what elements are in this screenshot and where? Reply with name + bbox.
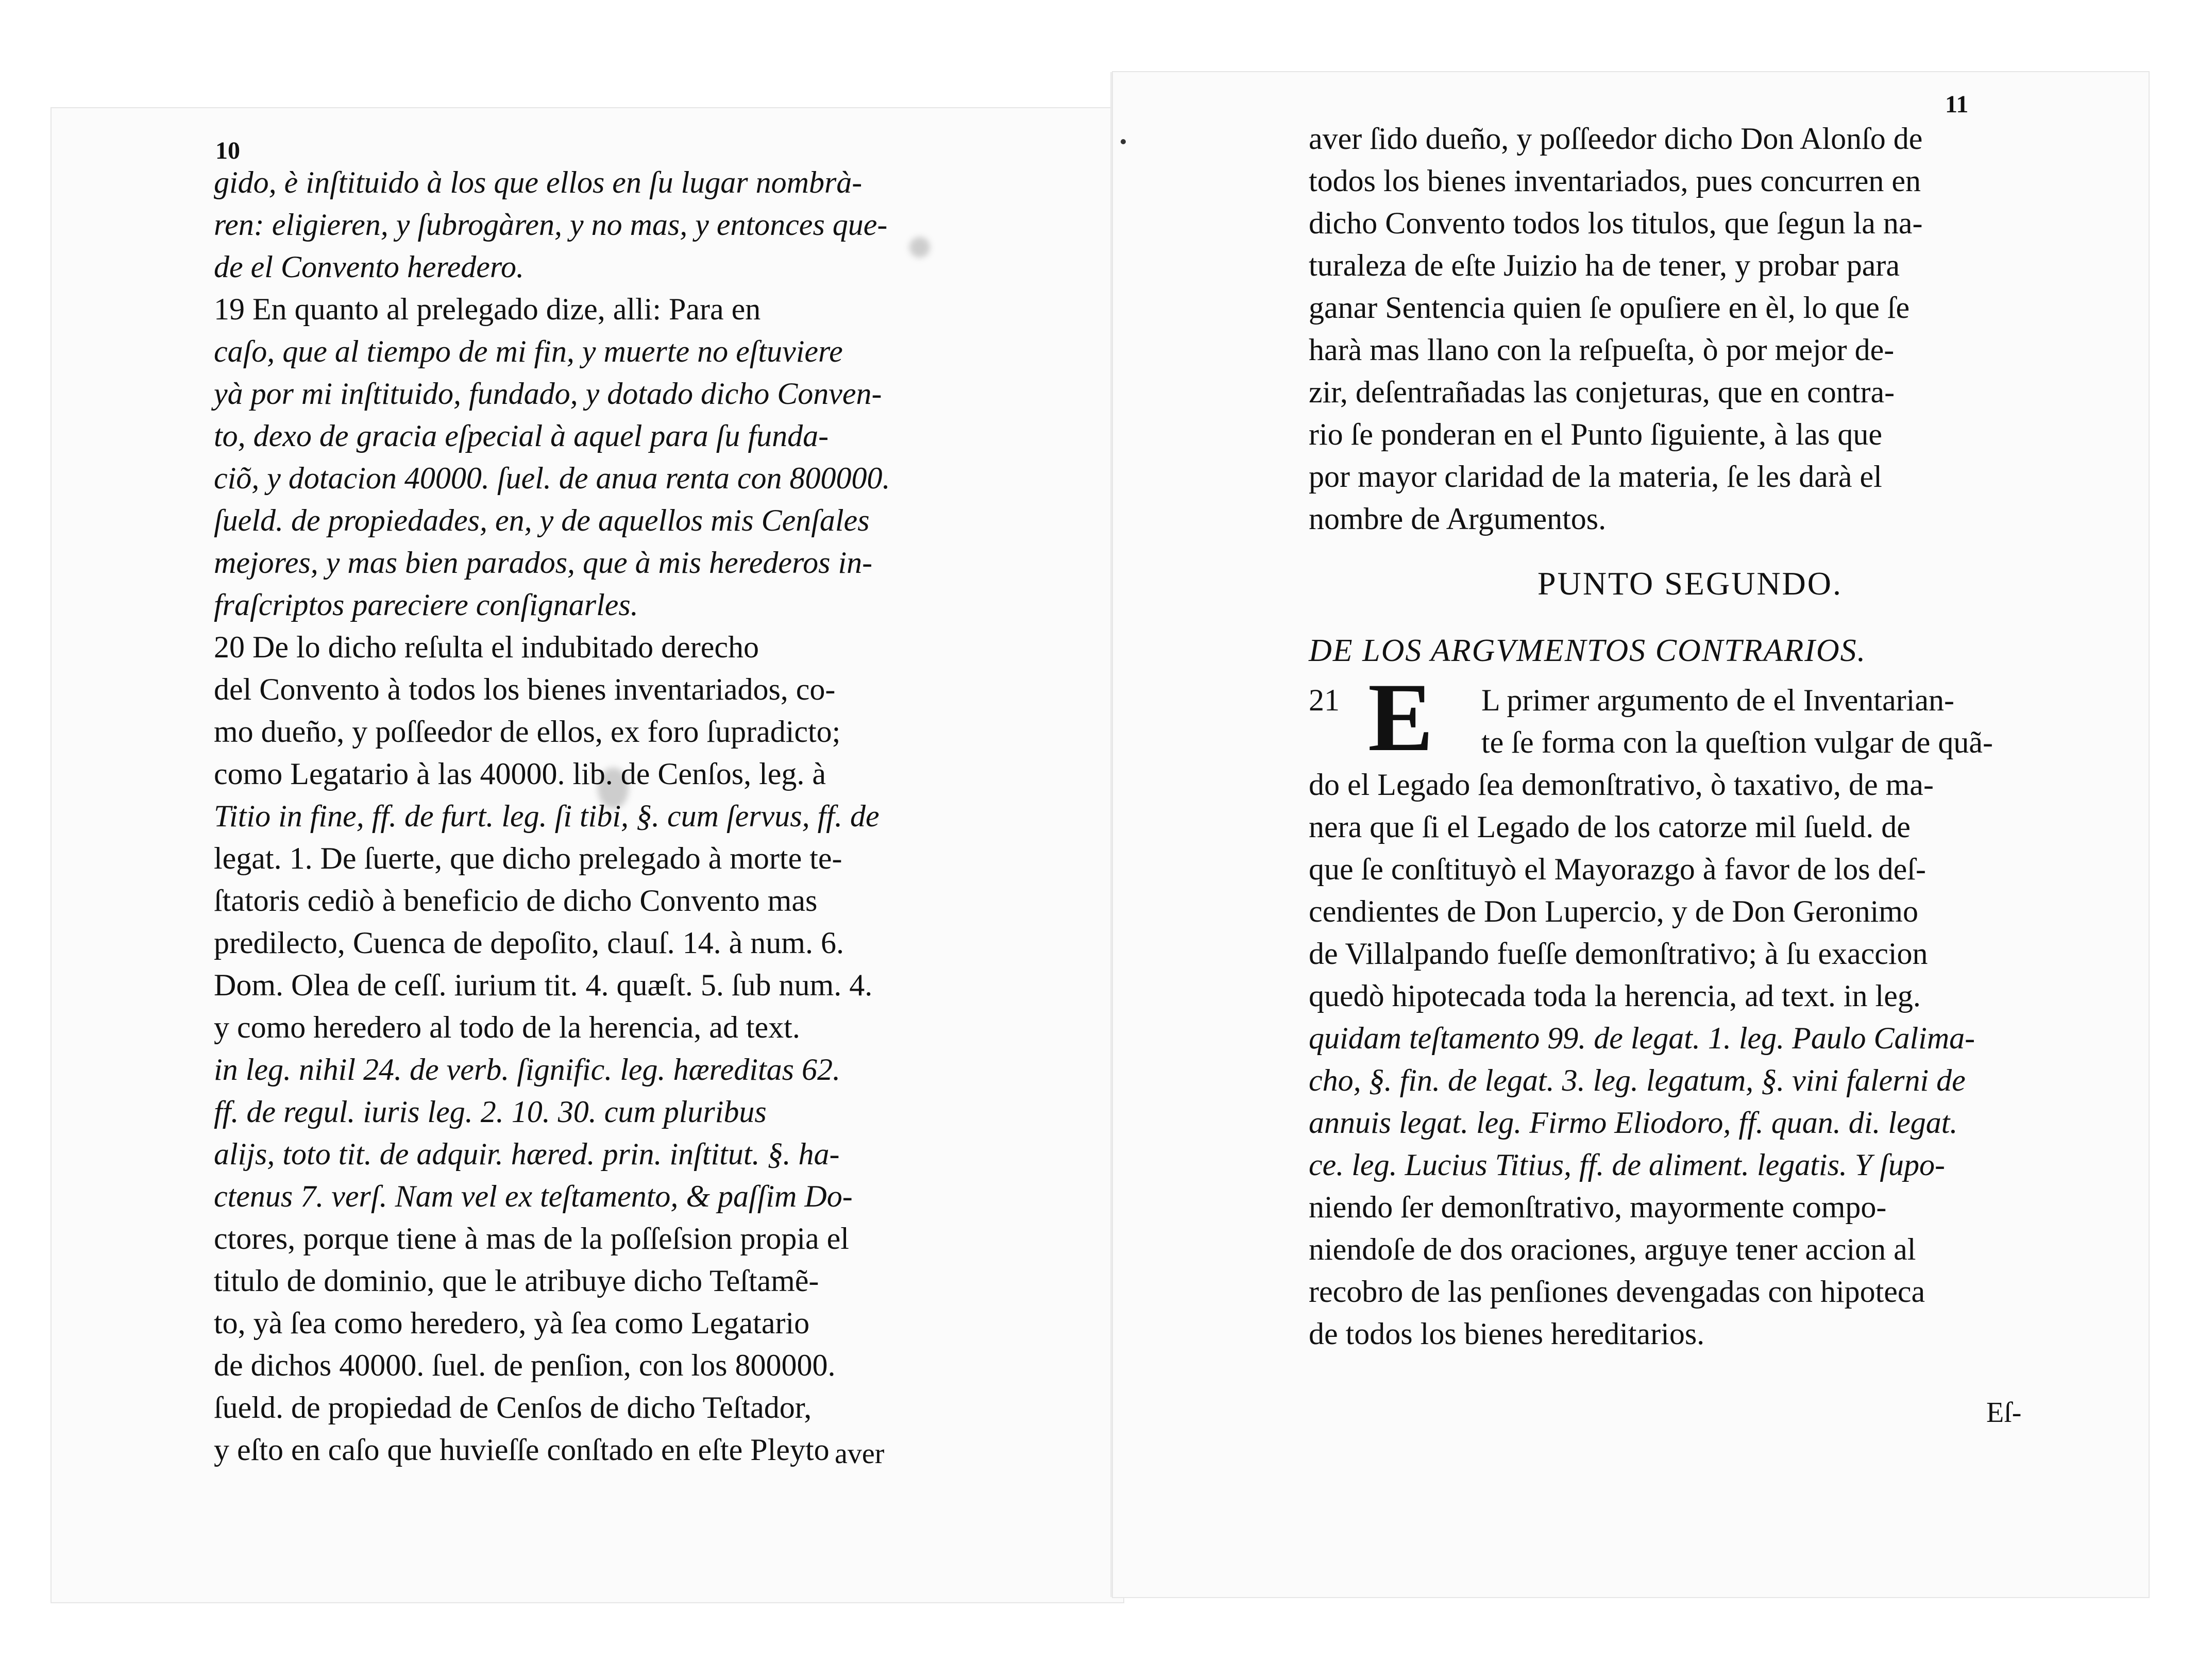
text-line: to, dexo de gracia eſpecial à aquel para ſu funda-: [214, 419, 829, 453]
text-line: turaleza de eſte Juizio ha de tener, y probar para: [1309, 248, 1900, 282]
text-line: nombre de Argumentos.: [1309, 502, 1607, 536]
text-line: legat. 1. De ſuerte, que dicho prelegado à morte te-: [214, 841, 842, 875]
text-line: 20 De lo dicho reſulta el indubitado derecho: [214, 630, 759, 664]
text-line: 19 En quanto al prelegado dize, alli: Para en: [214, 292, 761, 326]
right-catchword: Eſ-: [1986, 1397, 2022, 1429]
section-subheading: DE LOS ARGVMENTOS CONTRARIOS.: [1309, 633, 1867, 668]
text-line: caſo, que al tiempo de mi fin, y muerte no eſtuviere: [214, 334, 843, 368]
text-line: de todos los bienes hereditarios.: [1309, 1317, 1705, 1351]
text-line: titulo de dominio, que le atribuye dicho Teſtamẽ-: [214, 1264, 819, 1298]
text-line: gido, è inſtituido à los que ellos en ſu lugar nombrà-: [214, 165, 863, 199]
text-line: mejores, y mas bien parados, que à mis herederos in-: [214, 546, 873, 580]
text-line: como Legatario à las 40000. lib. de Cenſos, leg. à: [214, 757, 826, 791]
paragraph-number: 21: [1309, 683, 1340, 717]
text-line: ren: eligieren, y ſubrogàren, y no mas, y entonces que-: [214, 208, 888, 242]
text-line: fraſcriptos pareciere conſignarles.: [214, 588, 638, 622]
drop-cap: E: [1368, 664, 1433, 772]
text-line: todos los bienes inventariados, pues concurren en: [1309, 164, 1921, 198]
text-line: cho, §. fin. de legat. 3. leg. legatum, §. vini falerni de: [1309, 1063, 1966, 1097]
left-catchword: aver: [835, 1438, 885, 1470]
text-line: de el Convento heredero.: [214, 250, 525, 284]
text-line: harà mas llano con la reſpueſta, ò por mejor de-: [1309, 333, 1895, 367]
text-line: alijs, toto tit. de adquir. hæred. prin. inſtitut. §. ha-: [214, 1137, 840, 1171]
right-page-number: 11: [1945, 91, 1969, 118]
left-page-text: [214, 161, 997, 1471]
text-line: do el Legado ſea demonſtrativo, ò taxativo, de ma-: [1309, 768, 1934, 802]
text-line: Dom. Olea de ceſſ. iurium tit. 4. quæſt. 5. ſub num. 4.: [214, 968, 873, 1002]
text-line: que ſe conſtituyò el Mayorazgo à favor de los deſ-: [1309, 852, 1926, 886]
ink-smudge: [598, 768, 629, 809]
text-line: niendo ſer demonſtrativo, mayormente compo-: [1309, 1190, 1887, 1224]
text-line: quidam teſtamento 99. de legat. 1. leg. Paulo Calima-: [1309, 1021, 1975, 1055]
text-line: y eſto en caſo que huvieſſe conſtado en eſte Pleyto: [214, 1433, 830, 1467]
text-line: te ſe forma con la queſtion vulgar de quã-: [1481, 725, 1993, 759]
text-line: aver ſido dueño, y poſſeedor dicho Don Alonſo de: [1309, 122, 1923, 156]
speck: [1121, 139, 1126, 144]
text-line: predilecto, Cuenca de depoſito, clauſ. 14. à num. 6.: [214, 926, 844, 960]
text-line: nera que ſi el Legado de los catorze mil ſueld. de: [1309, 810, 1911, 844]
left-page: [52, 108, 1123, 1602]
text-line: Titio in fine, ff. de furt. leg. ſi tibi, §. cum ſervus, ff. de: [214, 799, 880, 833]
text-line: y como heredero al todo de la herencia, ad text.: [214, 1010, 800, 1044]
right-page-text: [1309, 117, 2071, 1355]
right-page: [1113, 72, 2149, 1597]
left-page-number: 10: [215, 137, 240, 164]
text-line: cendientes de Don Lupercio, y de Don Geronimo: [1309, 894, 1918, 928]
text-line: ſtatoris cediò à beneficio de dicho Convento mas: [214, 884, 818, 918]
text-line: in leg. nihil 24. de verb. ſignific. leg. hæreditas 62.: [214, 1053, 840, 1087]
text-line: to, yà ſea como heredero, yà ſea como Legatario: [214, 1306, 810, 1340]
text-line: ganar Sentencia quien ſe opuſiere en èl, lo que ſe: [1309, 291, 1910, 325]
text-line: rio ſe ponderan en el Punto ſiguiente, à las que: [1309, 417, 1883, 451]
text-line: mo dueño, y poſſeedor de ellos, ex foro ſupradicto;: [214, 715, 841, 749]
text-line: quedò hipotecada toda la herencia, ad text. in leg.: [1309, 979, 1921, 1013]
text-line: zir, deſentrañadas las conjeturas, que en contra-: [1309, 375, 1895, 409]
text-line: del Convento à todos los bienes inventariados, co-: [214, 672, 836, 706]
text-line: ſueld. de propiedades, en, y de aquellos mis Cenſales: [214, 503, 870, 537]
text-line: ſueld. de propiedad de Cenſos de dicho Teſtador,: [214, 1390, 812, 1424]
section-heading: PUNTO SEGUNDO.: [1537, 565, 1843, 602]
text-line: ff. de regul. iuris leg. 2. 10. 30. cum pluribus: [214, 1095, 767, 1129]
text-line: ctores, porque tiene à mas de la poſſeſsion propia el: [214, 1221, 849, 1255]
text-line: por mayor claridad de la materia, ſe les darà el: [1309, 460, 1882, 494]
text-line: dicho Convento todos los titulos, que ſegun la na-: [1309, 206, 1923, 240]
text-line: niendoſe de dos oraciones, arguye tener accion al: [1309, 1232, 1916, 1266]
text-line: recobro de las penſiones devengadas con hipoteca: [1309, 1275, 1925, 1309]
text-line: ctenus 7. verſ. Nam vel ex teſtamento, & paſſim Do-: [214, 1179, 853, 1213]
ink-smudge: [909, 237, 930, 258]
text-line: de dichos 40000. ſuel. de penſion, con los 800000.: [214, 1348, 836, 1382]
text-line: annuis legat. leg. Firmo Eliodoro, ff. quan. di. legat.: [1309, 1106, 1958, 1140]
text-line: L primer argumento de el Inventarian-: [1481, 683, 1954, 717]
text-line: ce. leg. Lucius Titius, ff. de aliment. legatis. Y ſupo-: [1309, 1148, 1945, 1182]
text-line: yà por mi inſtituido, fundado, y dotado dicho Conven-: [214, 377, 882, 411]
text-line: ciõ, y dotacion 40000. ſuel. de anua renta con 800000.: [214, 461, 890, 495]
text-line: de Villalpando fueſſe demonſtrativo; à ſu exaccion: [1309, 937, 1928, 971]
